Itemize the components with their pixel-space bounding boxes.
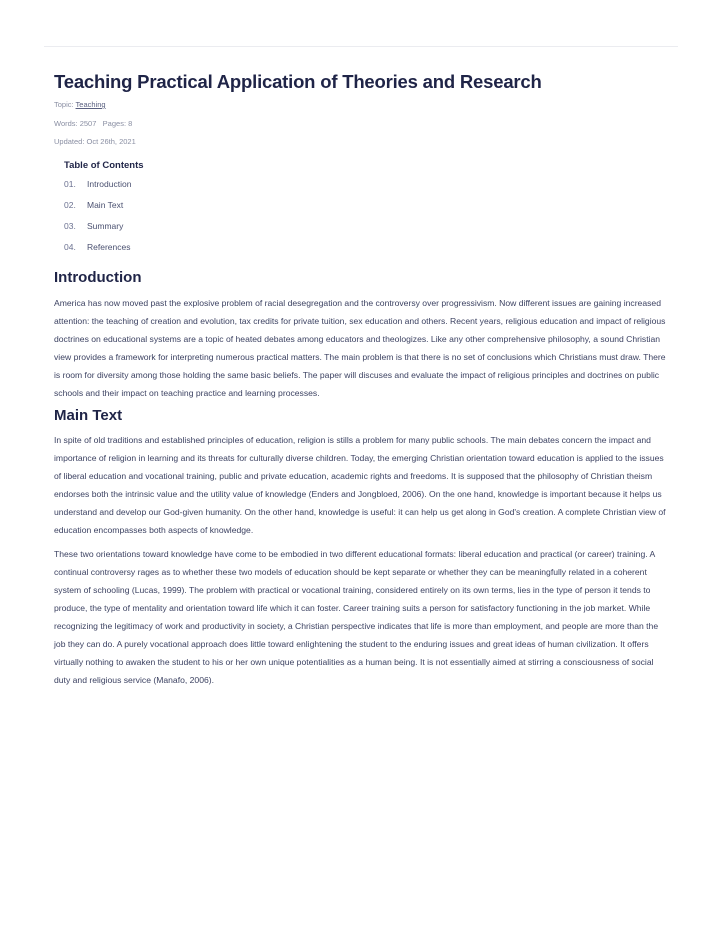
toc-item-number: 02. <box>64 199 76 210</box>
toc-item-number: 04. <box>64 241 76 252</box>
toc-title: Table of Contents <box>64 159 144 171</box>
toc-item-label: Introduction <box>87 178 132 189</box>
topic-link[interactable]: Teaching <box>75 100 106 109</box>
paragraph: In spite of old traditions and established principles of education, religion is stills a problem for many public schools. The main debates concern the impact and importance of religion in learning and its threats for culturally diverse children. Today, the emerging Christian orientation toward education is applied to the issues of liberal education and vocational training, public and private education, academic rights and freedoms. It is supposed that the philosophy of Christian theism endorses both the intrinsic value and the utility value of knowledge (Enders and Jongbloed, 2006). On the one hand, knowledge is important because it helps us understand and develop our God-given humanity. On the other hand, knowledge is useful: it can help us get along in God's creation. A complete Christian view of education encompasses both aspects of knowledge. <box>54 434 666 535</box>
section-heading: Main Text <box>54 406 123 424</box>
toc-item-label: Main Text <box>87 199 124 210</box>
words-value: 2507 <box>79 118 97 128</box>
section-introduction <box>54 268 668 402</box>
toc-item-references[interactable] <box>64 241 668 262</box>
paragraph: America has now moved past the explosive problem of racial desegregation and the controversy over progressivism. Now different issues are gaining increased attention: the teaching of creation and evolution, tax credits for private tuition, sex education and others. Recent years, religious education and impact of religious doctrines on educational systems are a topic of heated debates among educators and theologizes. Like any other comprehensive philosophy, a sound Christian view provides a framework for interpreting numerous practical matters. The main problem is that there is no set of conclusions which Christians must draw. There is room for diversity among those holding the same basic beliefs. The paper will discuses and evaluate the impact of religious principles and doctrines on public schools and their impact on teaching practice and learning processes. <box>54 297 666 398</box>
paragraph: These two orientations toward knowledge have come to be embodied in two different educational formats: liberal education and practical (or career) training. A continual controversy rages as to whether these two models of education should be kept separate or whether they can be meaningfully related in a coherent system of schooling (Lucas, 1999). The problem with practical or vocational training, considered entirely on its own terms, lies in the type of person it tends to produce, the type of mentality and orientation toward life which it can foster. Career training suits a person for satisfactory functioning in the job market. While recognizing the legitimacy of work and productivity in society, a Christian perspective indicates that life is more than employment, and people are more than the job they can do. A purely vocational approach does little toward enlightening the student to the enduring issues and great ideas of human civilization. It offers virtually nothing to awaken the student to his or her own unique potentialities as a human being. It is not essentially aimed at stirring a consciousness of social duty and religious service (Manafo, 2006). <box>54 548 659 685</box>
pages-label: Pages: <box>102 118 127 128</box>
document-meta <box>54 100 668 156</box>
document-title: Teaching Practical Application of Theories and Research <box>54 71 542 92</box>
table-of-contents <box>64 160 668 262</box>
toc-item-introduction[interactable] <box>64 178 668 199</box>
meta-updated <box>54 137 668 156</box>
toc-item-summary[interactable] <box>64 220 668 241</box>
toc-item-main-text[interactable] <box>64 199 668 220</box>
document-page <box>54 70 668 689</box>
updated-label: Updated: <box>54 137 85 146</box>
section-heading: Introduction <box>54 268 142 286</box>
toc-item-number: 01. <box>64 178 76 189</box>
words-label: Words: <box>54 118 78 128</box>
section-main-text <box>54 406 668 689</box>
meta-topic <box>54 100 668 119</box>
meta-counts <box>54 119 668 138</box>
toc-item-number: 03. <box>64 220 76 231</box>
pages-value: 8 <box>128 118 133 128</box>
topic-label: Topic: <box>54 100 74 109</box>
top-divider <box>44 46 678 47</box>
updated-value: Oct 26th, 2021 <box>86 137 136 146</box>
toc-item-label: Summary <box>87 220 124 231</box>
toc-item-label: References <box>87 241 131 252</box>
